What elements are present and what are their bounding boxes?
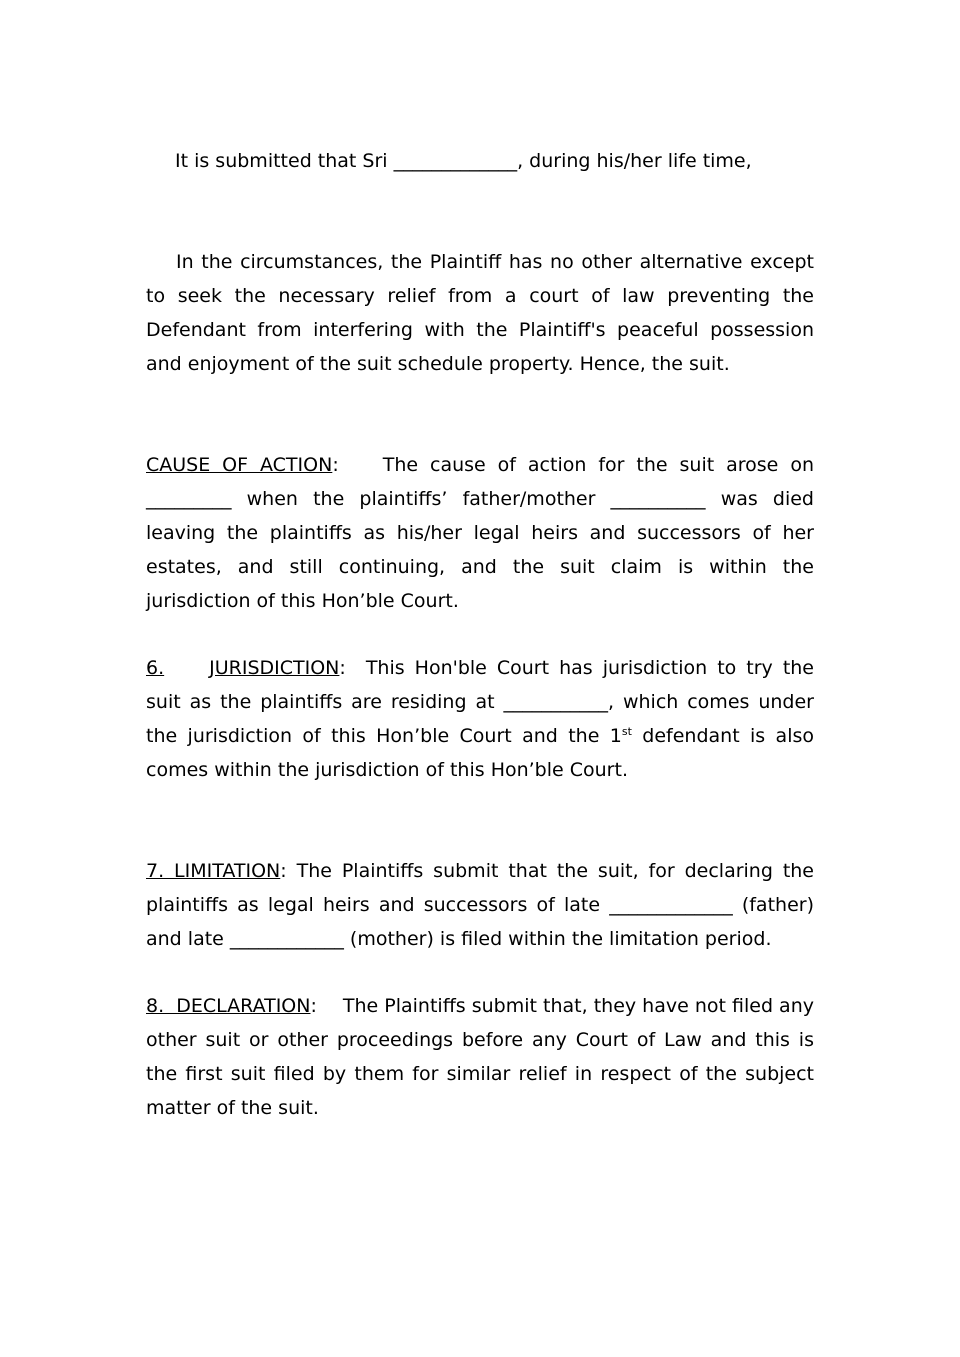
limitation-text: The Plaintiffs submit that the suit, for declaring the plaintiffs as legal heirs and successors of late _____________ (father) and late ____________ (mother) is filed within the limitation period. xyxy=(146,860,814,950)
submission-text: It is submitted that Sri _____________, during his/her life time, xyxy=(175,150,752,172)
jurisdiction-text-after: defendant is also comes within the jurisdiction of this Hon’ble Court. xyxy=(146,725,815,781)
cause-of-action-heading: CAUSE OF ACTION xyxy=(146,454,333,476)
section-jurisdiction: 6. JURISDICTION: This Hon'ble Court has jurisdiction to try the suit as the plaintiffs are residing at ___________, which comes under the jurisdiction of this Hon’ble Court and the 1st defendant is also comes within the jurisdiction of this Hon’ble Court. xyxy=(146,657,815,781)
jurisdiction-heading xyxy=(146,657,339,679)
jurisdiction-title: JURISDICTION xyxy=(209,657,340,679)
declaration-heading: 8. DECLARATION xyxy=(146,995,311,1017)
declaration-text: The Plaintiffs submit that, they have not filed any other suit or other proceedings before any Court of Law and this is the first suit filed by them for similar relief in respect of the subject matter of the suit. xyxy=(146,995,814,1119)
paragraph-submission xyxy=(175,144,814,178)
section-cause-of-action: CAUSE OF ACTION: The cause of action for the suit arose on _________ when the plaintiffs’ father/mother __________ was died leaving the plaintiffs as his/her legal heirs and successors of her estates, and still continuing, and the suit claim is within the jurisdiction of this Hon’ble Court. xyxy=(146,454,814,612)
limitation-heading: 7. LIMITATION xyxy=(146,860,281,882)
jurisdiction-number: 6. xyxy=(146,657,165,679)
cause-of-action-text: The cause of action for the suit arose on _________ when the plaintiffs’ father/mother __________ was died leaving the plaintiffs as his/her legal heirs and successors of her estates, and still continuing, and the suit claim is within the jurisdiction of this Hon’ble Court. xyxy=(146,454,814,612)
section-declaration: 8. DECLARATION: The Plaintiffs submit that, they have not filed any other suit or other proceedings before any Court of Law and this is the first suit filed by them for similar relief in respect of the subject matter of the suit. xyxy=(146,995,814,1119)
jurisdiction-superscript: st xyxy=(621,725,632,738)
jurisdiction-text-before: This Hon'ble Court has jurisdiction to try the suit as the plaintiffs are residing at ___________, which comes under the jurisdiction of this Hon’ble Court and the 1 xyxy=(146,657,814,747)
section-limitation: 7. LIMITATION: The Plaintiffs submit that the suit, for declaring the plaintiffs as legal heirs and successors of late _____________ (father) and late ____________ (mother) is filed within the limitation period. xyxy=(146,860,814,950)
paragraph-circumstances xyxy=(146,245,814,381)
circumstances-text: In the circumstances, the Plaintiff has no other alternative except to seek the necessary relief from a court of law preventing the Defendant from interfering with the Plaintiff's peaceful possession and enjoyment of the suit schedule property. Hence, the suit. xyxy=(146,251,814,375)
